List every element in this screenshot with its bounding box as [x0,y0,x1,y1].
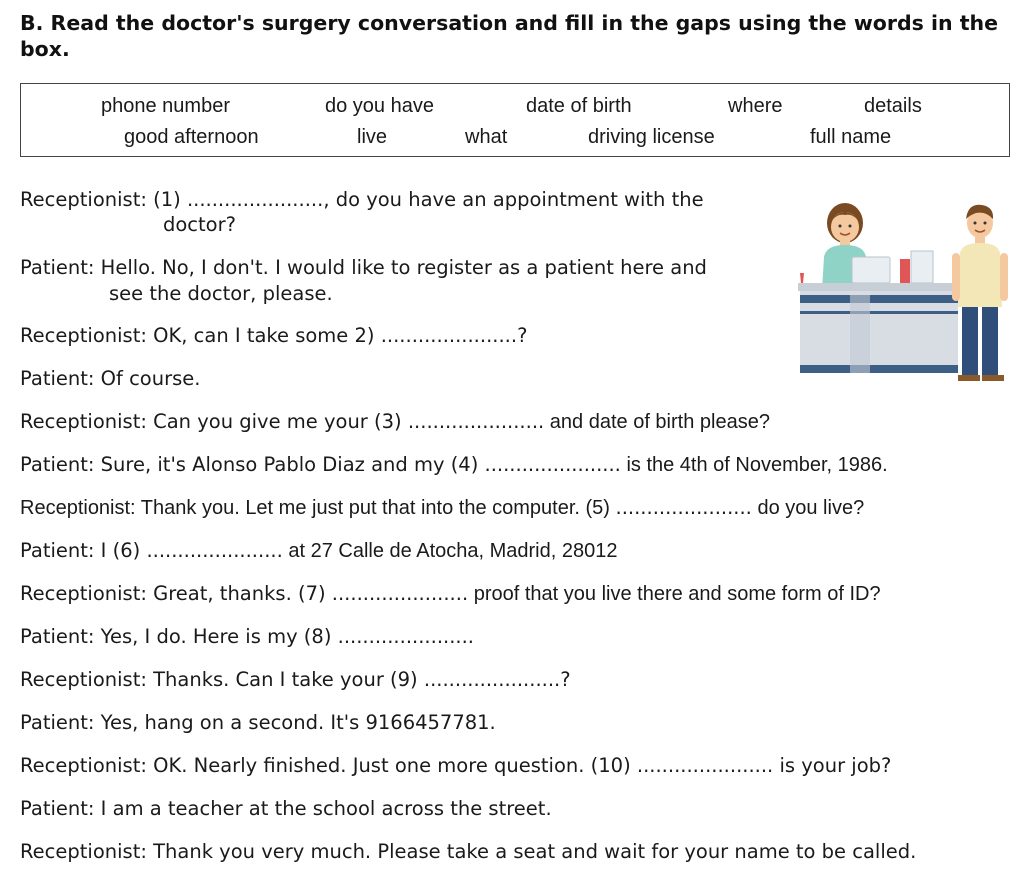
dialogue-line-5 [20,409,770,435]
word-details: details [864,95,922,117]
word-box [20,83,1010,157]
line-text: do you live? [751,497,865,519]
gap-7[interactable]: ...................... [331,582,469,605]
line-text: Patient: I (6) [20,539,147,562]
gap-1[interactable]: ...................... [186,188,324,211]
dialogue-line-13 [20,753,891,779]
line-text: Receptionist: OK. Nearly finished. Just one more question. (10) [20,754,637,777]
line-text: at 27 Calle de Atocha, Madrid, 28012 [282,540,618,562]
dialogue-line-1 [20,187,704,213]
word-do-you-have: do you have [325,95,434,117]
gap-2[interactable]: ...................... [380,324,518,347]
folder-icon [900,259,910,283]
word-driving-license: driving license [588,126,715,148]
dialogue-line-11 [20,667,571,693]
dialogue-line-10 [20,624,474,650]
line-text: , do you have an appointment with the [323,188,704,211]
word-phone-number: phone number [101,95,230,117]
dialogue-line-8 [20,538,617,564]
line-text: is the 4th of November, 1986. [620,454,888,476]
patient-figure [952,205,1008,381]
word-good-afternoon: good afternoon [124,126,259,148]
line-text: is your job? [773,754,892,777]
dialogue-line-7 [20,495,864,521]
dialogue-line-15: Receptionist: Thank you very much. Please take a seat and wait for your name to be called. [20,840,917,863]
reception-illustration [790,195,1020,385]
line-text: Receptionist: Great, thanks. (7) [20,582,332,605]
gap-5[interactable]: ...................... [615,496,752,519]
gap-9[interactable]: ...................... [423,668,561,691]
exercise-heading: B. Read the doctor's surgery conversation and fill in the gaps using the words in the box. [20,11,999,61]
monitor-icon [852,257,890,283]
gap-6[interactable]: ...................... [146,539,283,562]
gap-4[interactable]: ...................... [484,453,621,476]
line-text: ? [560,668,571,691]
reception-desk [798,283,960,373]
dialogue-line-2-cont: see the doctor, please. [109,282,333,305]
dialogue-line-9 [20,581,881,607]
word-what: what [465,126,508,148]
paper-stand-icon [911,251,933,283]
line-text: Receptionist: Thank you. Let me just put that into the computer. (5) [20,497,616,519]
cup-icon [800,273,804,283]
line-text: Receptionist: OK, can I take some 2) [20,324,381,347]
dialogue-line-3 [20,323,527,349]
gap-3[interactable]: ...................... [407,410,545,433]
line-text: Patient: Yes, I do. Here is my (8) [20,625,338,648]
line-text: Receptionist: Can you give me your (3) [20,410,408,433]
dialogue-line-12: Patient: Yes, hang on a second. It's 9166457781. [20,711,496,734]
word-where: where [728,95,783,117]
line-text: and date of birth please? [544,411,770,433]
word-date-of-birth: date of birth [526,95,632,117]
gap-10[interactable]: ...................... [636,754,774,777]
line-text: Receptionist: Thanks. Can I take your (9) [20,668,424,691]
line-text: Patient: Sure, it's Alonso Pablo Diaz and my (4) [20,453,485,476]
word-full-name: full name [810,126,892,148]
dialogue-line-2: Patient: Hello. No, I don't. I would like to register as a patient here and [20,256,707,279]
dialogue-line-6 [20,452,888,478]
line-text: ? [517,324,528,347]
line-text: proof that you live there and some form of ID? [468,583,881,605]
gap-8[interactable]: ...................... [337,625,475,648]
dialogue-line-4: Patient: Of course. [20,367,201,390]
word-live: live [357,126,388,148]
dialogue-line-1-cont: doctor? [163,213,236,236]
dialogue-line-14: Patient: I am a teacher at the school across the street. [20,797,552,820]
line-text: Receptionist: (1) [20,188,187,211]
